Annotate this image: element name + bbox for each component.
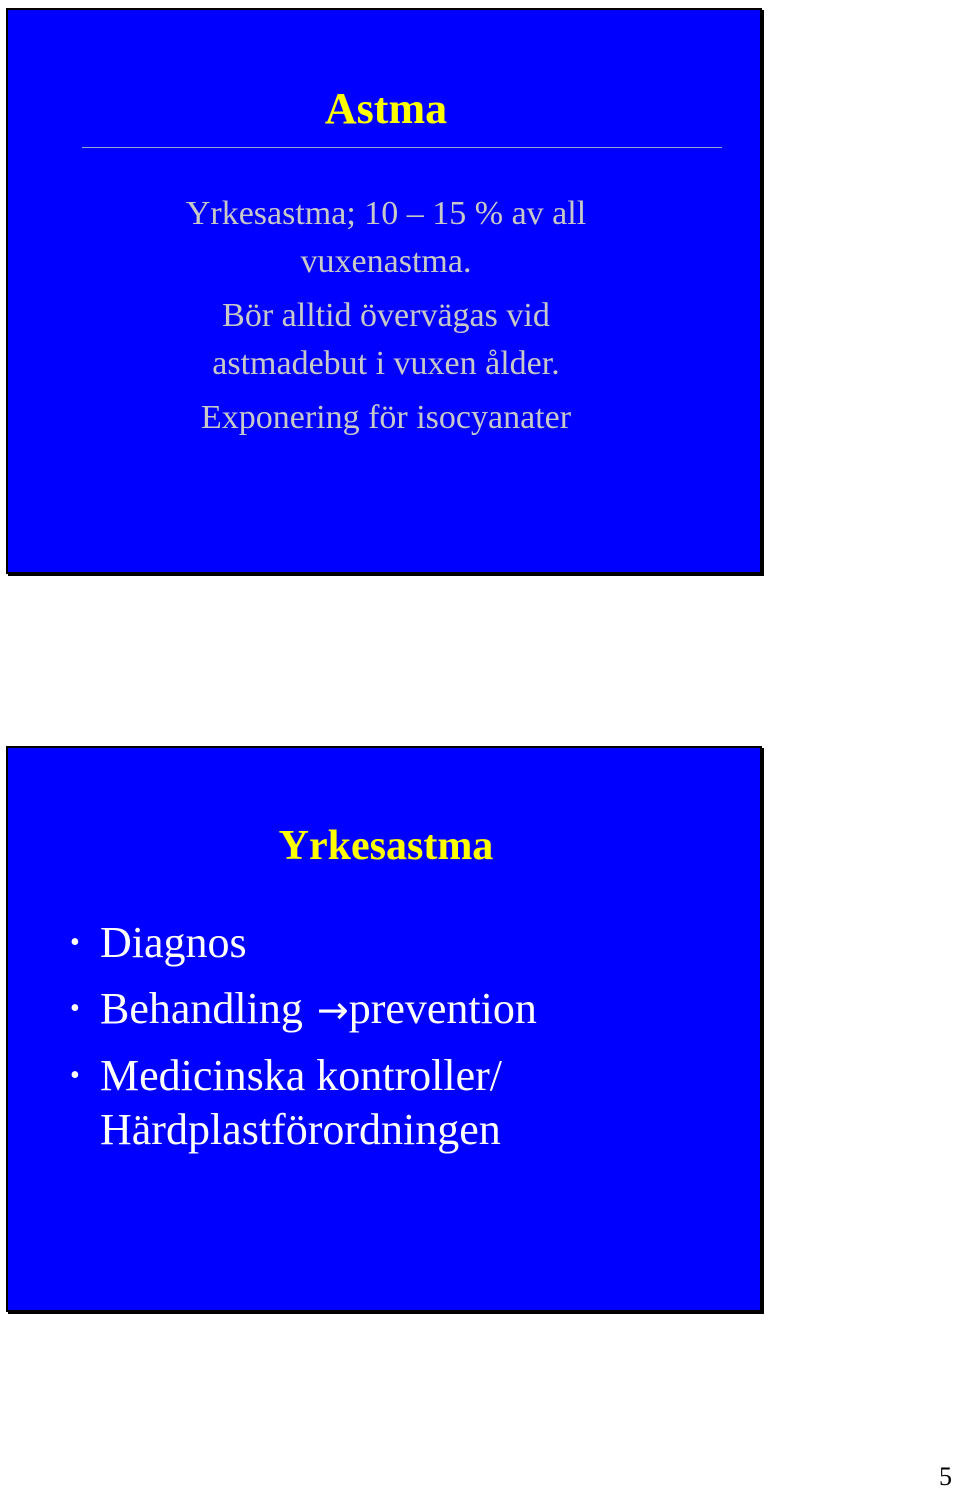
bullet-item-medicinska bbox=[70, 1049, 750, 1157]
slide-yrkesastma bbox=[6, 746, 762, 1312]
bullet-text: Diagnos bbox=[100, 918, 247, 967]
bullet-text: Behandling bbox=[100, 984, 303, 1033]
slide-title: Astma bbox=[324, 84, 448, 133]
bullet-item-behandling bbox=[70, 982, 750, 1037]
body-line: Yrkesastma; 10 – 15 % av all bbox=[185, 195, 587, 232]
slide-body bbox=[8, 190, 764, 442]
body-line: Bör alltid övervägas vid bbox=[222, 297, 550, 334]
body-line: astmadebut i vuxen ålder. bbox=[212, 345, 560, 382]
bullet-icon: • bbox=[70, 927, 80, 958]
page-number: 5 bbox=[939, 1462, 952, 1491]
bullet-icon: • bbox=[70, 993, 80, 1024]
title-divider bbox=[82, 147, 722, 148]
slide-title: Yrkesastma bbox=[278, 823, 494, 869]
bullet-text-continued: Härdplastförordningen bbox=[100, 1105, 501, 1154]
bullet-item-diagnos bbox=[70, 916, 750, 970]
bullet-icon: • bbox=[70, 1060, 80, 1091]
bullet-list bbox=[70, 916, 750, 1169]
body-line: vuxenastma. bbox=[300, 243, 472, 280]
arrow-right-icon: → bbox=[316, 988, 349, 1032]
bullet-text: Medicinska kontroller/ bbox=[100, 1051, 503, 1100]
bullet-text-after: prevention bbox=[348, 984, 537, 1033]
body-line: Exponering för isocyanater bbox=[200, 399, 572, 436]
slide-astma bbox=[6, 8, 762, 574]
